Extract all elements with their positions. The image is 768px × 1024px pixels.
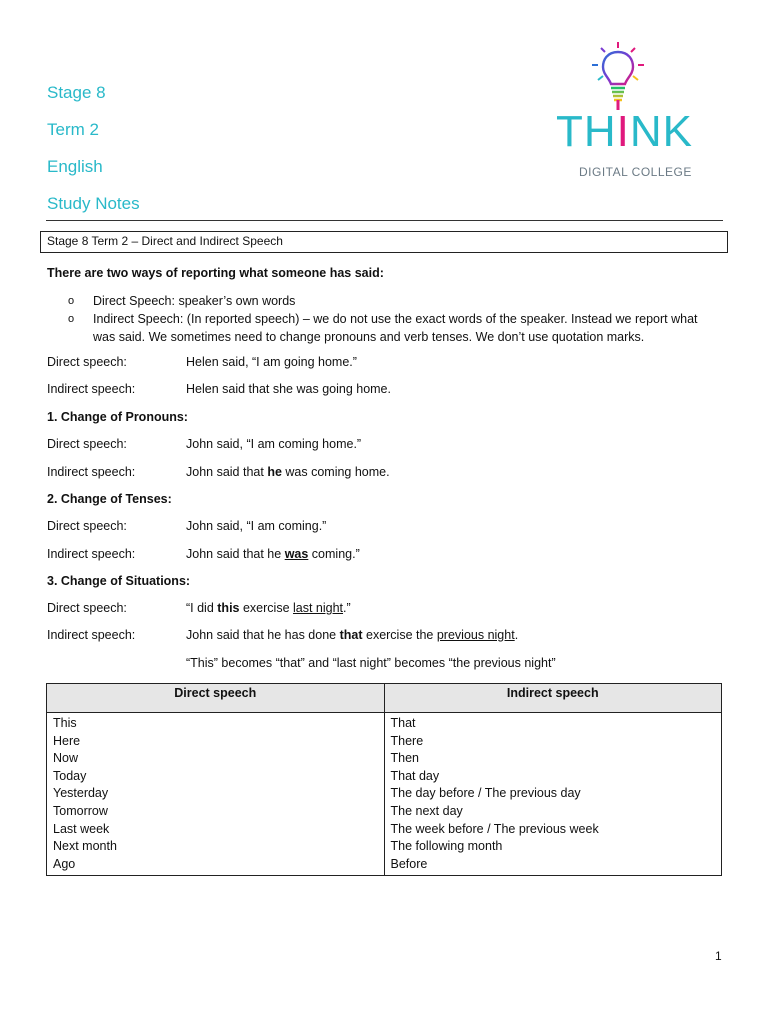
column-header-indirect: Indirect speech (384, 684, 722, 713)
table-row (47, 713, 722, 876)
table-header-row (47, 684, 722, 713)
section-heading-situations: 3. Change of Situations: (47, 574, 191, 588)
logo-subtitle: DIGITAL COLLEGE (579, 165, 692, 179)
bullet-marker: o (68, 313, 75, 325)
bullet-marker: o (68, 295, 75, 307)
header-stage: Stage 8 (47, 83, 106, 102)
section-heading-pronouns: 1. Change of Pronouns: (47, 410, 188, 424)
page-number: 1 (715, 949, 722, 963)
header-doc-type: Study Notes (47, 194, 140, 213)
definition-list (68, 292, 708, 346)
topic-title-box: Stage 8 Term 2 – Direct and Indirect Speech (40, 231, 728, 253)
think-logo (556, 40, 706, 180)
section-heading-tenses: 2. Change of Tenses: (47, 492, 172, 506)
header-term: Term 2 (47, 120, 99, 139)
header-subject: English (47, 157, 103, 176)
word-change-table (46, 683, 722, 876)
logo-wordmark: THINK (556, 107, 694, 156)
indirect-column-cell: That There Then That day The day before / The previous day The next day The week before / The previous week The following month Before (384, 713, 722, 876)
direct-column-cell: This Here Now Today Yesterday Tomorrow Last week Next month Ago (47, 713, 385, 876)
intro-heading: There are two ways of reporting what someone has said: (47, 266, 384, 280)
column-header-direct: Direct speech (47, 684, 385, 713)
lightbulb-icon (588, 40, 648, 110)
list-item: o Direct Speech: speaker’s own words (68, 294, 296, 308)
list-item: o Indirect Speech: (In reported speech) – we do not use the exact words of the speaker. Instead we report what was said. We sometimes need to change pronouns and verb tenses. We don’t use quotation marks. (68, 312, 698, 344)
header-divider (46, 220, 723, 221)
